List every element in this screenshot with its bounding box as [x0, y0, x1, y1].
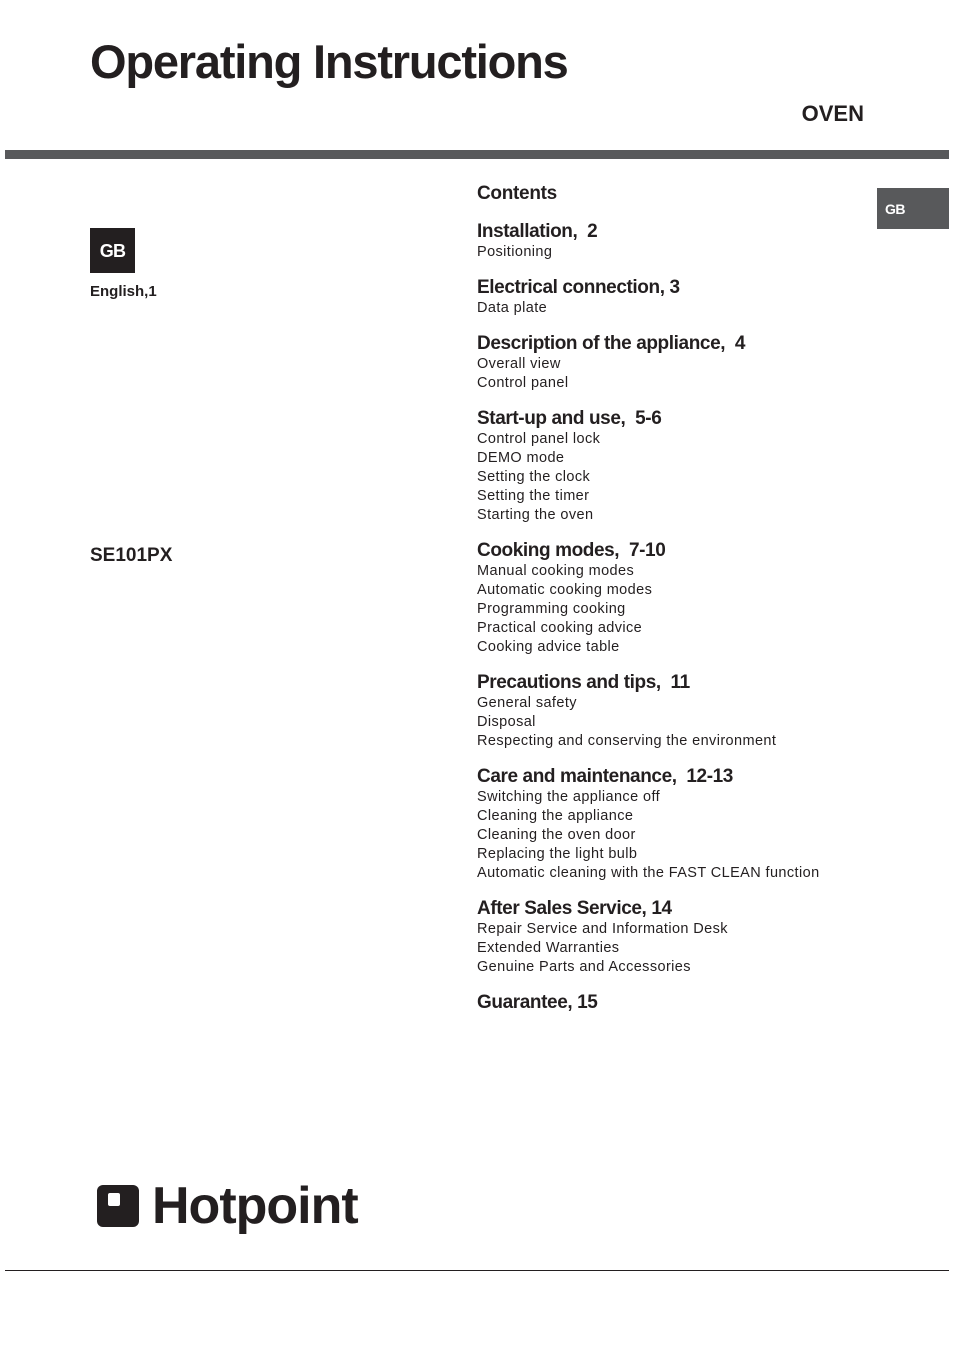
- section-item: Repair Service and Information Desk: [477, 921, 728, 937]
- section-title: Installation, 2: [477, 221, 598, 242]
- section-title: Precautions and tips, 11: [477, 672, 690, 693]
- section-title: Electrical connection, 3: [477, 277, 680, 298]
- section-title: Guarantee, 15: [477, 992, 598, 1013]
- contents-heading: Contents: [477, 183, 557, 204]
- page-title: Operating Instructions: [90, 35, 568, 88]
- header-divider: [5, 150, 949, 159]
- section-item: Setting the timer: [477, 488, 590, 504]
- section-title: After Sales Service, 14: [477, 898, 672, 919]
- table-of-contents: [477, 183, 877, 1029]
- section-items: [477, 562, 877, 657]
- section-title: Start-up and use, 5-6: [477, 408, 662, 429]
- contents-section: [477, 540, 877, 657]
- section-item: Setting the clock: [477, 469, 591, 485]
- section-item: Switching the appliance off: [477, 789, 661, 805]
- contents-section: [477, 277, 877, 318]
- section-title: Care and maintenance, 12-13: [477, 766, 733, 787]
- section-items: [477, 430, 877, 525]
- section-item: Positioning: [477, 244, 553, 260]
- section-item: Genuine Parts and Accessories: [477, 959, 691, 975]
- section-item: DEMO mode: [477, 450, 565, 466]
- section-item: Programming cooking: [477, 601, 626, 617]
- section-item: Replacing the light bulb: [477, 846, 638, 862]
- section-item: Disposal: [477, 714, 536, 730]
- section-item: Manual cooking modes: [477, 563, 635, 579]
- brand-logo: [97, 1178, 358, 1234]
- contents-section: [477, 898, 877, 977]
- section-title: Description of the appliance, 4: [477, 333, 746, 354]
- language-side-tab: GB: [877, 188, 949, 229]
- section-items: [477, 355, 877, 393]
- product-type: OVEN: [801, 101, 864, 126]
- section-item: Control panel lock: [477, 431, 601, 447]
- contents-section: [477, 221, 877, 262]
- contents-section: [477, 408, 877, 525]
- section-items: [477, 694, 877, 751]
- section-item: Automatic cooking modes: [477, 582, 653, 598]
- section-item: Control panel: [477, 375, 569, 391]
- section-item: Cleaning the appliance: [477, 808, 634, 824]
- section-title: Cooking modes, 7-10: [477, 540, 666, 561]
- section-item: Extended Warranties: [477, 940, 620, 956]
- section-item: Overall view: [477, 356, 561, 372]
- section-items: [477, 243, 877, 262]
- section-item: Cleaning the oven door: [477, 827, 636, 843]
- contents-section: [477, 766, 877, 883]
- section-items: [477, 788, 877, 883]
- language-badge: GB: [90, 228, 135, 273]
- contents-section: [477, 992, 877, 1014]
- section-item: Cooking advice table: [477, 639, 620, 655]
- language-label: English,1: [90, 283, 157, 300]
- section-items: [477, 920, 877, 977]
- footer-divider: [5, 1270, 949, 1271]
- brand-name: Hotpoint: [152, 1177, 358, 1235]
- hotpoint-square-logo-icon: [97, 1185, 139, 1227]
- section-item: Automatic cleaning with the FAST CLEAN function: [477, 865, 820, 881]
- contents-section: [477, 333, 877, 393]
- contents-section: [477, 672, 877, 751]
- section-item: Respecting and conserving the environment: [477, 733, 777, 749]
- model-number: SE101PX: [90, 545, 173, 566]
- section-item: Starting the oven: [477, 507, 594, 523]
- section-item: Data plate: [477, 300, 548, 316]
- contents-sections: [477, 221, 877, 1014]
- section-items: [477, 299, 877, 318]
- section-item: General safety: [477, 695, 577, 711]
- section-item: Practical cooking advice: [477, 620, 643, 636]
